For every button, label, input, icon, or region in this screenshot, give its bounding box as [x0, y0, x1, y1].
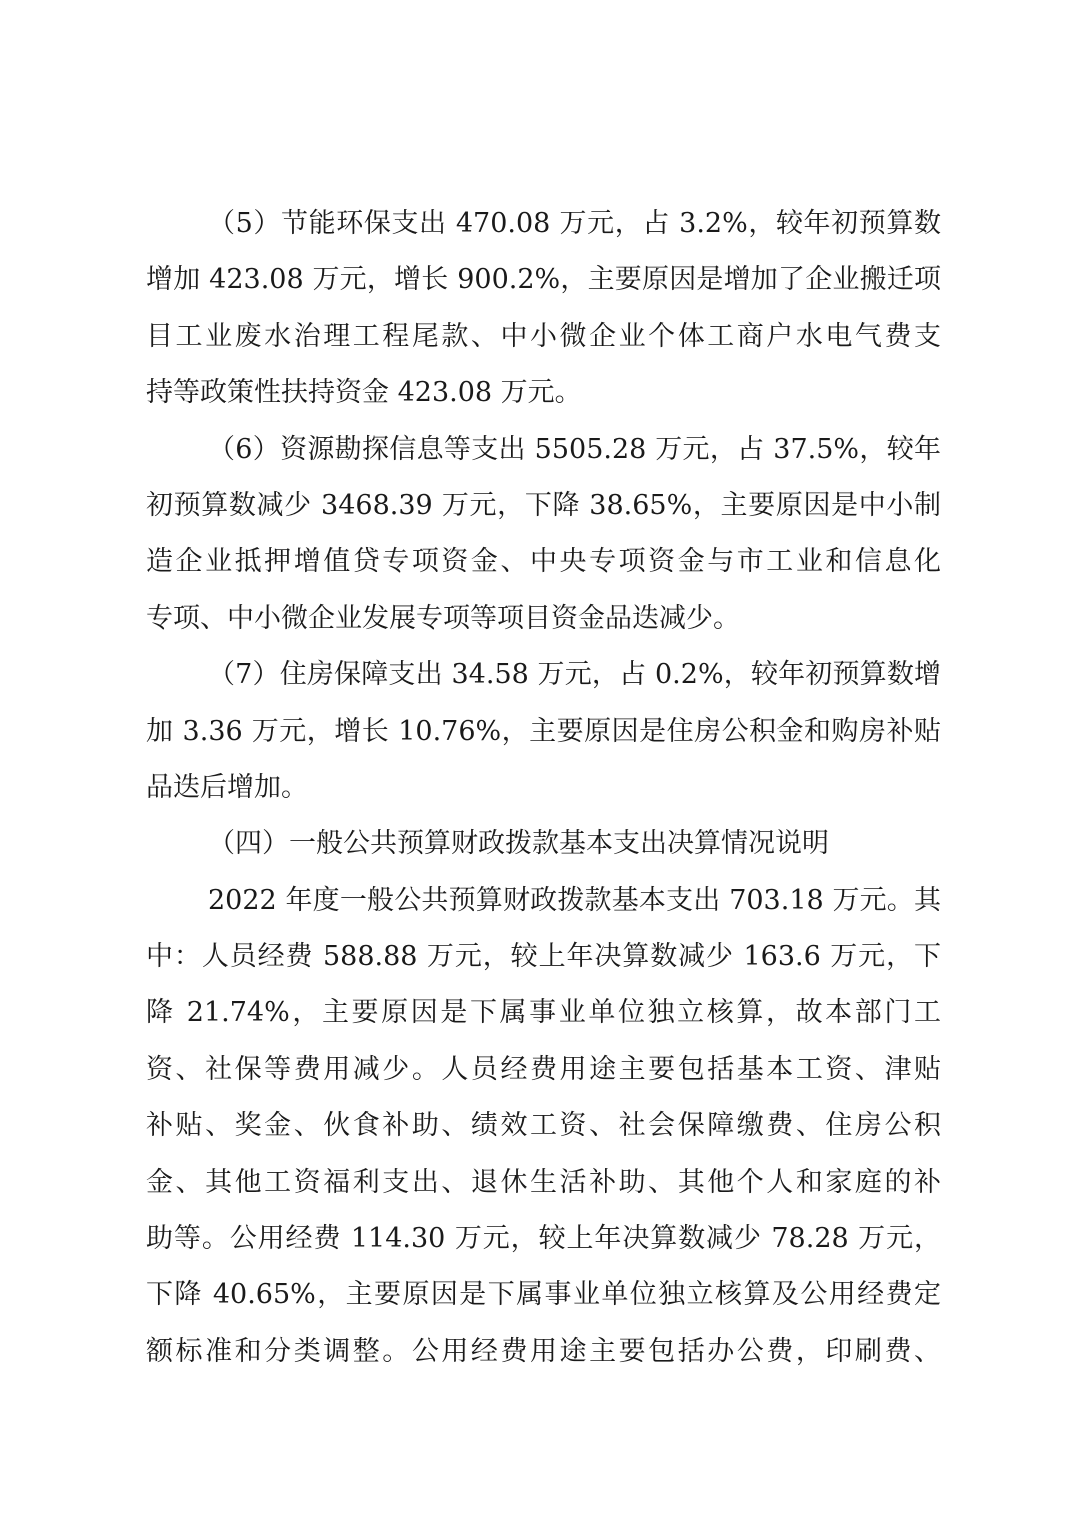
paragraph-line: [146, 534, 941, 590]
line-text: 增加 423.08 万元，增长 900.2%，主要原因是增加了企业搬迁项: [146, 264, 941, 296]
paragraph-line: [146, 1211, 941, 1267]
line-text: 加 3.36 万元，增长 10.76%，主要原因是住房公积金和购房补贴: [146, 715, 941, 747]
line-text: 2022 年度一般公共预算财政拨款基本支出 703.18 万元。其: [208, 884, 941, 916]
paragraph-line: [146, 591, 941, 647]
paragraph-line: [146, 704, 941, 760]
paragraph-line: [146, 1098, 941, 1154]
line-text: 资、社保等费用减少。人员经费用途主要包括基本工资、津贴: [146, 1053, 941, 1085]
paragraph-line: [146, 1267, 941, 1323]
line-text: 额标准和分类调整。公用经费用途主要包括办公费，印刷费、: [146, 1335, 941, 1367]
paragraph-line: [146, 1042, 941, 1098]
paragraph-line: [146, 647, 941, 703]
line-text: 金、其他工资福利支出、退休生活补助、其他个人和家庭的补: [146, 1166, 941, 1198]
paragraph-line: [146, 929, 941, 985]
line-text: 目工业废水治理工程尾款、中小微企业个体工商户水电气费支: [146, 320, 941, 352]
line-text: （5）节能环保支出 470.08 万元，占 3.2%，较年初预算数: [208, 208, 941, 239]
line-text: （7）住房保障支出 34.58 万元，占 0.2%，较年初预算数增: [208, 659, 941, 691]
paragraph-line: [146, 422, 941, 478]
paragraph-line: [146, 196, 941, 252]
paragraph-line: [146, 1155, 941, 1211]
paragraph-line: [146, 985, 941, 1041]
line-text: 初预算数减少 3468.39 万元，下降 38.65%，主要原因是中小制: [146, 489, 941, 521]
paragraph-line: [146, 1324, 941, 1380]
line-text: 品迭后增加。: [146, 771, 308, 803]
line-text: 中：人员经费 588.88 万元，较上年决算数减少 163.6 万元，下: [146, 941, 941, 973]
line-text: 专项、中小微企业发展专项等项目资金品迭减少。: [146, 602, 740, 634]
paragraph-line: [146, 309, 941, 365]
line-text: 持等政策性扶持资金 423.08 万元。: [146, 377, 582, 409]
line-text: 造企业抵押增值贷专项资金、中央专项资金与市工业和信息化: [146, 546, 941, 578]
paragraph-line: [146, 873, 941, 929]
line-text: 补贴、奖金、伙食补助、绩效工资、社会保障缴费、住房公积: [146, 1110, 941, 1142]
paragraph-line: [146, 478, 941, 534]
line-text: （6）资源勘探信息等支出 5505.28 万元，占 37.5%，较年: [208, 433, 941, 465]
line-text: 助等。公用经费 114.30 万元，较上年决算数减少 78.28 万元，: [146, 1223, 941, 1255]
paragraph-line: [146, 365, 941, 421]
line-text: 下降 40.65%，主要原因是下属事业单位独立核算及公用经费定: [146, 1279, 941, 1311]
paragraph-line: [146, 252, 941, 308]
paragraph-line: [146, 760, 941, 816]
section-heading: [146, 816, 941, 872]
line-text: 降 21.74%，主要原因是下属事业单位独立核算，故本部门工: [146, 997, 941, 1029]
heading-text: （四）一般公共预算财政拨款基本支出决算情况说明: [208, 828, 829, 860]
document-body: [146, 196, 941, 1380]
